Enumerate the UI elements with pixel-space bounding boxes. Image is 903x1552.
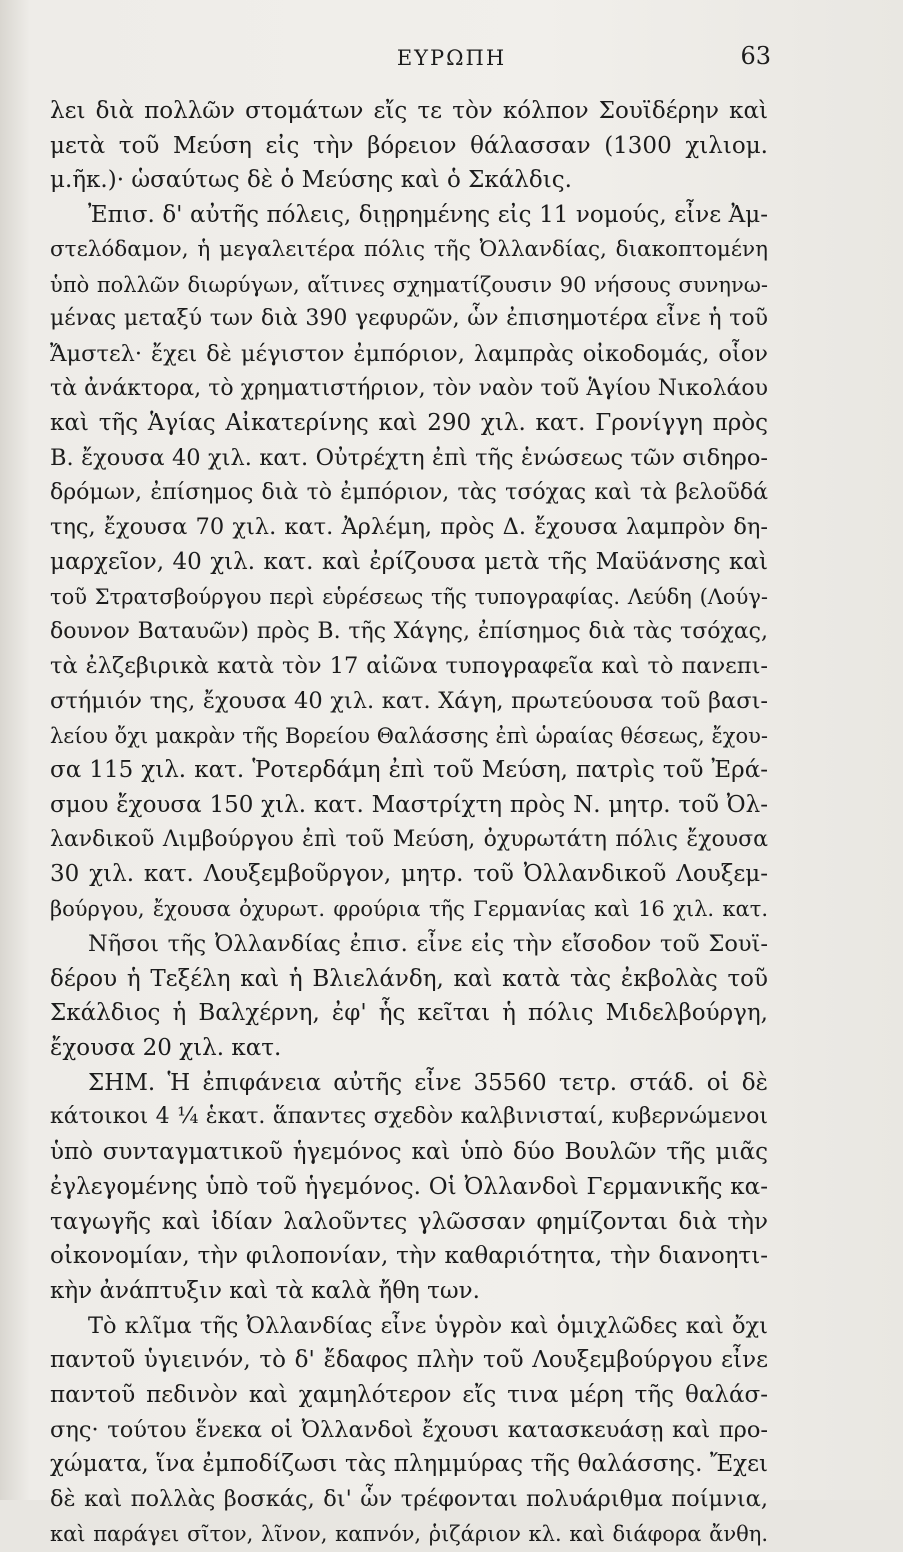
text-line: μαρχεῖον, 40 χιλ. κατ. καὶ ἐρίζουσα μετὰ τῆς Μαϋάνσης καὶ (50, 549, 768, 576)
body-text (50, 94, 768, 1552)
text-line: κάτοικοι 4 ¼ ἑκατ. ἅπαντες σχεδὸν καλβινισταί, κυβερνώμενοι (50, 1104, 768, 1130)
text-line: παντοῦ πεδινὸν καὶ χαμηλότερον εἴς τινα μέρη τῆς θαλάσ- (50, 1382, 768, 1409)
text-line: Τὸ κλῖμα τῆς Ὀλλανδίας εἶνε ὑγρὸν καὶ ὁμιχλῶδες καὶ ὄχι (88, 1312, 768, 1339)
text-line: ἐγλεγομένης ὑπὸ τοῦ ἡγεμόνος. Οἱ Ὀλλανδοὶ Γερμανικῆς κα- (50, 1173, 768, 1200)
text-line: στελόδαμον, ἡ μεγαλειτέρα πόλις τῆς Ὀλλανδίας, διακοπτομένη (50, 236, 768, 262)
text-line: παντοῦ ὑγιεινόν, τὸ δ' ἔδαφος πλὴν τοῦ Λουξεμβούργου εἶνε (50, 1347, 768, 1374)
text-line: Ἄμστελ· ἔχει δὲ μέγιστον ἐμπόριον, λαμπρὰς οἰκοδομάς, οἷον (50, 340, 768, 367)
text-line: καὶ τῆς Ἁγίας Αἰκατερίνης καὶ 290 χιλ. κατ. Γρονίγγη πρὸς (50, 410, 768, 437)
page-title: ΕΥΡΩΠΗ (396, 46, 507, 70)
text-line: δὲ καὶ πολλὰς βοσκάς, δι' ὧν τρέφονται πολυάριθμα ποίμνια, (50, 1486, 768, 1513)
text-line: Β. ἔχουσα 40 χιλ. κατ. Οὐτρέχτη ἐπὶ τῆς ἑνώσεως τῶν σιδηρο- (50, 445, 768, 472)
text-line: στήμιόν της, ἔχουσα 40 χιλ. κατ. Χάγη, πρωτεύουσα τοῦ βασι- (50, 687, 768, 714)
text-line: μετὰ τοῦ Μεύση εἰς τὴν βόρειον θάλασσαν (1300 χιλιομ. (50, 132, 768, 159)
running-head (0, 42, 903, 78)
text-line: ΣΗΜ. Ἡ ἐπιφάνεια αὐτῆς εἶνε 35560 τετρ. στάδ. οἱ δὲ (88, 1069, 768, 1096)
text-line: σμου ἔχουσα 150 χιλ. κατ. Μαστρίχτη πρὸς Ν. μητρ. τοῦ Ὀλ- (50, 792, 768, 819)
text-line: τοῦ Στρατσβούργου περὶ εὑρέσεως τῆς τυπογραφίας. Λεύδη (Λούγ- (50, 584, 768, 609)
text-line: λανδικοῦ Λιμβούργου ἐπὶ τοῦ Μεύση, ὀχυρωτάτη πόλις ἔχουσα (50, 826, 768, 852)
text-line: χώματα, ἵνα ἐμποδίζωσι τὰς πλημμύρας τῆς θαλάσσης. Ἔχει (50, 1451, 768, 1478)
text-line: μένας μεταξύ των διὰ 390 γεφυρῶν, ὧν ἐπισημοτέρα εἶνε ἡ τοῦ (50, 306, 768, 332)
text-line: σα 115 χιλ. κατ. Ῥοτερδάμη ἐπὶ τοῦ Μεύση, πατρὶς τοῦ Ἐρά- (50, 757, 768, 784)
text-line: δέρου ἡ Τεξέλη καὶ ἡ Βλιελάνδη, καὶ κατὰ τὰς ἐκβολὰς τοῦ (50, 965, 768, 992)
text-line: ὑπὸ πολλῶν διωρύγων, αἵτινες σχηματίζουσιν 90 νήσους συνηνω- (50, 272, 768, 297)
text-line: λει διὰ πολλῶν στομάτων εἴς τε τὸν κόλπον Σουϊδέρην καὶ (50, 98, 768, 124)
text-line: δρόμων, ἐπίσημος διὰ τὸ ἐμπόριον, τὰς τσόχας καὶ τὰ βελοῦδά (50, 479, 768, 505)
text-line: ταγωγῆς καὶ ἰδίαν λαλοῦντες γλῶσσαν φημίζονται διὰ τὴν (50, 1208, 768, 1235)
text-line: Νῆσοι τῆς Ὀλλανδίας ἐπισ. εἶνε εἰς τὴν εἴσοδον τοῦ Σουϊ- (88, 930, 768, 957)
text-line: τὰ ἀνάκτορα, τὸ χρηματιστήριον, τὸν ναὸν τοῦ Ἁγίου Νικολάου (50, 375, 768, 401)
text-line: δουνον Βαταυῶν) πρὸς Β. τῆς Χάγης, ἐπίσημος διὰ τὰς τσόχας, (50, 618, 768, 644)
text-line: καὶ παράγει σῖτον, λῖνον, καπνόν, ῥιζάριον κλ. καὶ διάφορα ἄνθη. (50, 1521, 768, 1546)
text-line: οἰκονομίαν, τὴν φιλοπονίαν, τὴν καθαριότητα, τὴν διανοητι- (50, 1243, 768, 1270)
text-line: 30 χιλ. κατ. Λουξεμβοῦργον, μητρ. τοῦ Ὀλλανδικοῦ Λουξεμ- (50, 861, 768, 888)
text-line: ὑπὸ συνταγματικοῦ ἡγεμόνος καὶ ὑπὸ δύο Βουλῶν τῆς μιᾶς (50, 1139, 768, 1166)
text-line: κὴν ἀνάπτυξιν καὶ τὰ καλὰ ἤθη των. (50, 1277, 480, 1304)
text-line: της, ἔχουσα 70 χιλ. κατ. Ἀρλέμη, πρὸς Δ. ἔχουσα λαμπρὸν δη- (50, 514, 768, 541)
text-line: βούργου, ἔχουσα ὀχυρωτ. φρούρια τῆς Γερμανίας καὶ 16 χιλ. κατ. (50, 897, 768, 922)
text-line: ἔχουσα 20 χιλ. κατ. (50, 1034, 282, 1061)
text-line: σης· τούτου ἕνεκα οἱ Ὀλλανδοὶ ἔχουσι κατασκευάσῃ καὶ προ- (50, 1416, 768, 1443)
text-line: λείου ὄχι μακρὰν τῆς Βορείου Θαλάσσης ἐπὶ ὡραίας θέσεως, ἔχου- (50, 723, 768, 748)
page-number: 63 (740, 42, 771, 70)
text-line: τὰ ἐλζεβιρικὰ κατὰ τὸν 17 αἰῶνα τυπογραφεῖα καὶ τὸ πανεπι- (50, 653, 768, 680)
text-line: Σκάλδιος ἡ Βαλχέρνη, ἐφ' ἧς κεῖται ἡ πόλις Μιδελβούργη, (50, 1000, 768, 1027)
text-line: Ἐπισ. δ' αὐτῆς πόλεις, διῃρημένης εἰς 11 νομούς, εἶνε Ἀμ- (88, 202, 768, 229)
text-line: μ.ῆκ.)· ὡσαύτως δὲ ὁ Μεύσης καὶ ὁ Σκάλδις. (50, 167, 572, 194)
